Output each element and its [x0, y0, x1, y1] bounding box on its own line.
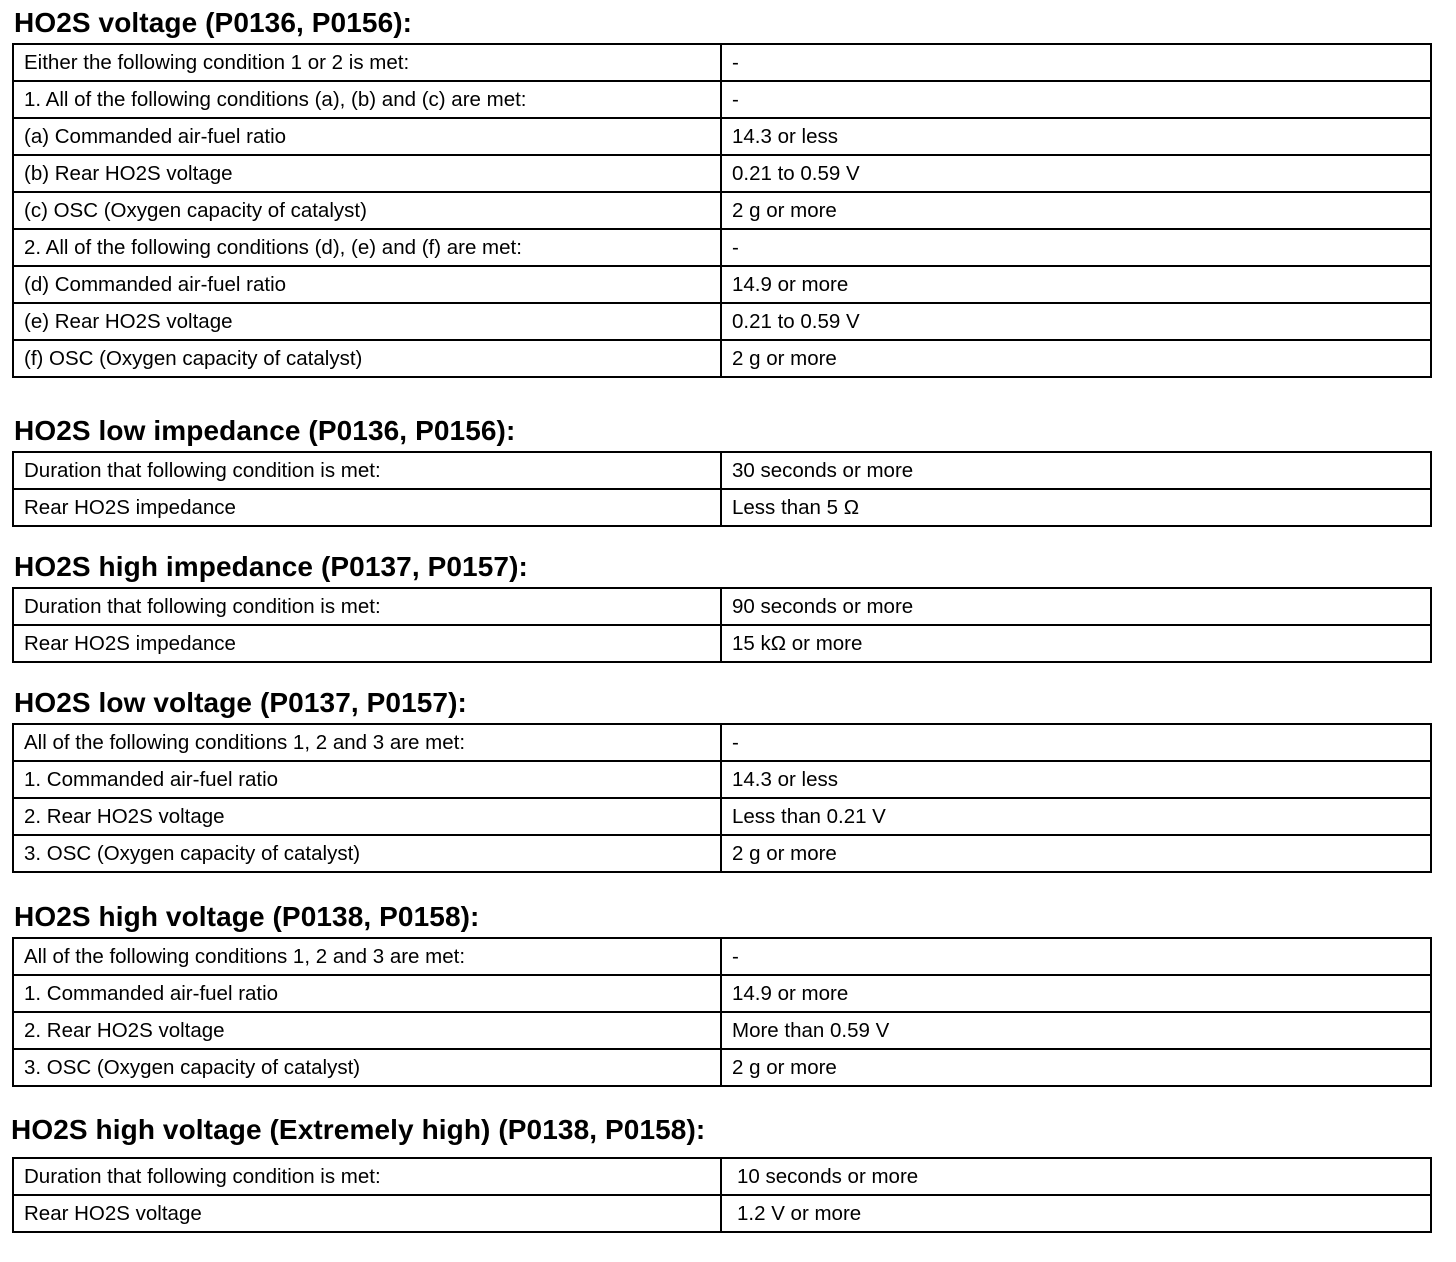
table-row [13, 1195, 1431, 1232]
table-row [13, 44, 1431, 81]
condition-cell: Either the following condition 1 or 2 is met: [13, 44, 721, 81]
table-row [13, 761, 1431, 798]
condition-cell: Duration that following condition is met: [13, 452, 721, 489]
value-cell: - [721, 229, 1431, 266]
section-title: HO2S high voltage (Extremely high) (P0138, P0158): [11, 1114, 706, 1145]
table-row [13, 798, 1431, 835]
table-row [13, 938, 1431, 975]
condition-cell: 2. Rear HO2S voltage [13, 1012, 721, 1049]
value-cell: 30 seconds or more [721, 452, 1431, 489]
table-row [13, 229, 1431, 266]
condition-cell: Duration that following condition is met: [13, 1158, 721, 1195]
table-row [13, 1158, 1431, 1195]
table-row [13, 303, 1431, 340]
value-cell: 15 kΩ or more [721, 625, 1431, 662]
condition-cell: 1. All of the following conditions (a), (b) and (c) are met: [13, 81, 721, 118]
condition-cell: 3. OSC (Oxygen capacity of catalyst) [13, 1049, 721, 1086]
condition-cell: Duration that following condition is met: [13, 588, 721, 625]
value-cell: 14.3 or less [721, 118, 1431, 155]
section-title: HO2S high impedance (P0137, P0157): [14, 551, 528, 582]
condition-cell: 1. Commanded air-fuel ratio [13, 761, 721, 798]
condition-cell: 2. Rear HO2S voltage [13, 798, 721, 835]
table-row [13, 1049, 1431, 1086]
table-row [13, 192, 1431, 229]
table-row [13, 155, 1431, 192]
value-cell: Less than 5 Ω [721, 489, 1431, 526]
value-cell: 2 g or more [721, 192, 1431, 229]
value-cell: 0.21 to 0.59 V [721, 155, 1431, 192]
value-cell: - [721, 44, 1431, 81]
table-row [13, 588, 1431, 625]
value-cell: 2 g or more [721, 1049, 1431, 1086]
table-row [13, 340, 1431, 377]
spec-table [12, 587, 1432, 663]
condition-cell: (e) Rear HO2S voltage [13, 303, 721, 340]
spec-table [12, 43, 1432, 378]
condition-cell: (d) Commanded air-fuel ratio [13, 266, 721, 303]
condition-cell: (a) Commanded air-fuel ratio [13, 118, 721, 155]
spec-table [12, 937, 1432, 1087]
value-cell: - [721, 724, 1431, 761]
value-cell: More than 0.59 V [721, 1012, 1431, 1049]
condition-cell: (b) Rear HO2S voltage [13, 155, 721, 192]
value-cell: 2 g or more [721, 835, 1431, 872]
condition-cell: (f) OSC (Oxygen capacity of catalyst) [13, 340, 721, 377]
value-cell: 14.9 or more [721, 975, 1431, 1012]
section-title: HO2S voltage (P0136, P0156): [14, 7, 413, 38]
condition-cell: 3. OSC (Oxygen capacity of catalyst) [13, 835, 721, 872]
condition-cell: 2. All of the following conditions (d), (e) and (f) are met: [13, 229, 721, 266]
section-title: HO2S high voltage (P0138, P0158): [14, 901, 480, 932]
value-cell: 0.21 to 0.59 V [721, 303, 1431, 340]
value-cell: 14.3 or less [721, 761, 1431, 798]
value-cell: 1.2 V or more [721, 1195, 1431, 1232]
section-title: HO2S low voltage (P0137, P0157): [14, 687, 467, 718]
value-cell: Less than 0.21 V [721, 798, 1431, 835]
spec-table [12, 723, 1432, 873]
condition-cell: 1. Commanded air-fuel ratio [13, 975, 721, 1012]
table-row [13, 81, 1431, 118]
spec-table [12, 1157, 1432, 1233]
condition-cell: Rear HO2S impedance [13, 489, 721, 526]
spec-table [12, 451, 1432, 527]
table-row [13, 724, 1431, 761]
value-cell: 10 seconds or more [721, 1158, 1431, 1195]
condition-cell: Rear HO2S impedance [13, 625, 721, 662]
value-cell: 14.9 or more [721, 266, 1431, 303]
table-row [13, 452, 1431, 489]
table-row [13, 266, 1431, 303]
condition-cell: Rear HO2S voltage [13, 1195, 721, 1232]
value-cell: - [721, 938, 1431, 975]
table-row [13, 625, 1431, 662]
value-cell: - [721, 81, 1431, 118]
table-row [13, 835, 1431, 872]
value-cell: 90 seconds or more [721, 588, 1431, 625]
condition-cell: (c) OSC (Oxygen capacity of catalyst) [13, 192, 721, 229]
table-row [13, 1012, 1431, 1049]
section-title: HO2S low impedance (P0136, P0156): [14, 415, 516, 446]
value-cell: 2 g or more [721, 340, 1431, 377]
table-row [13, 489, 1431, 526]
condition-cell: All of the following conditions 1, 2 and 3 are met: [13, 938, 721, 975]
table-row [13, 118, 1431, 155]
condition-cell: All of the following conditions 1, 2 and 3 are met: [13, 724, 721, 761]
table-row [13, 975, 1431, 1012]
